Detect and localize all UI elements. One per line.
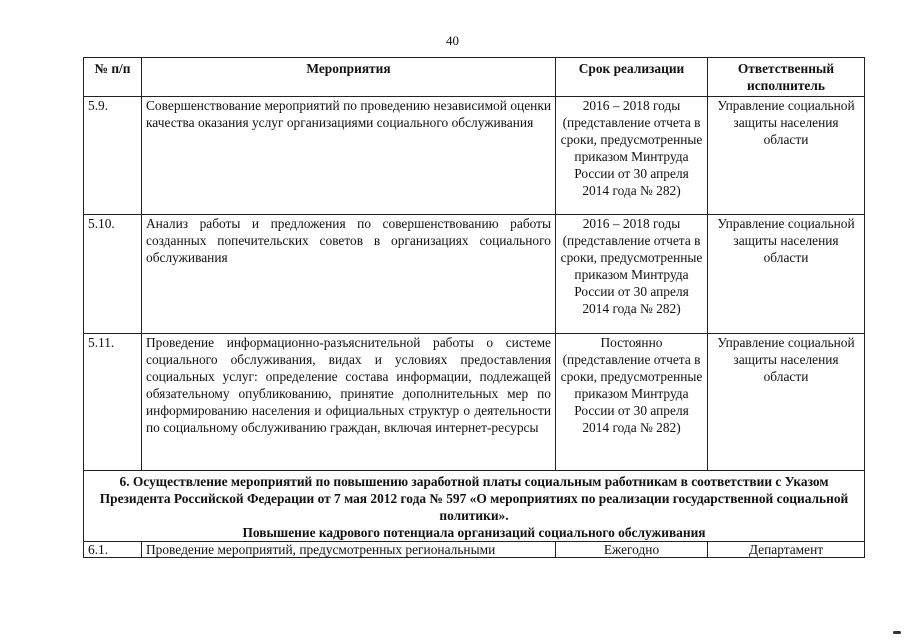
row-responsible: Управление социальной защиты населения области bbox=[708, 215, 865, 334]
row-term: 2016 – 2018 годы (представление отчета в сроки, предусмотренные приказом Минтруда России от 30 апреля 2014 года № 282) bbox=[556, 215, 708, 334]
row-number: 5.9. bbox=[84, 97, 142, 215]
row-term: 2016 – 2018 годы (представление отчета в сроки, предусмотренные приказом Минтруда России от 30 апреля 2014 года № 282) bbox=[556, 97, 708, 215]
row-activity: Совершенствование мероприятий по проведению независимой оценки качества оказания услуг организациями социального обслуживания bbox=[142, 97, 556, 215]
table-row bbox=[84, 542, 865, 558]
row-responsible: Управление социальной защиты населения области bbox=[708, 97, 865, 215]
row-responsible: Департамент bbox=[708, 542, 865, 558]
header-num: № п/п bbox=[84, 58, 142, 97]
page-number: 40 bbox=[446, 33, 459, 48]
row-activity: Анализ работы и предложения по совершенствованию работы созданных попечительских советов в организациях социального обслуживания bbox=[142, 215, 556, 334]
header-activities: Мероприятия bbox=[142, 58, 556, 97]
row-number: 5.10. bbox=[84, 215, 142, 334]
activities-table bbox=[83, 57, 865, 558]
section-heading-row bbox=[84, 471, 865, 542]
scan-mark bbox=[893, 631, 901, 634]
header-responsible: Ответственный исполнитель bbox=[708, 58, 865, 97]
row-number: 5.11. bbox=[84, 334, 142, 471]
table-row bbox=[84, 334, 865, 471]
row-number: 6.1. bbox=[84, 542, 142, 558]
header-term: Срок реализации bbox=[556, 58, 708, 97]
row-responsible: Управление социальной защиты населения области bbox=[708, 334, 865, 471]
section-heading bbox=[84, 471, 865, 542]
row-term: Ежегодно bbox=[556, 542, 708, 558]
section-title: 6. Осуществление мероприятий по повышению заработной платы социальным работникам в соответствии с Указом Президента Российской Федерации от 7 мая 2012 года № 597 «О мероприятиях по реализации государственной социальной политики». bbox=[99, 474, 849, 523]
table-row bbox=[84, 97, 865, 215]
section-subtitle: Повышение кадрового потенциала организаций социального обслуживания bbox=[242, 525, 706, 540]
row-activity: Проведение мероприятий, предусмотренных региональными bbox=[142, 542, 556, 558]
row-term: Постоянно (представление отчета в сроки, предусмотренные приказом Минтруда России от 30 апреля 2014 года № 282) bbox=[556, 334, 708, 471]
table-row bbox=[84, 215, 865, 334]
table-header-row bbox=[84, 58, 865, 97]
row-activity: Проведение информационно-разъяснительной работы о системе социального обслуживания, видах и условиях предоставления социальных услуг: определение состава информации, подлежащей обязательному опубликованию, принятие дополнительных мер по информированию населения и официальных структур о деятельности по социальному обслуживанию граждан, включая интернет-ресурсы bbox=[142, 334, 556, 471]
